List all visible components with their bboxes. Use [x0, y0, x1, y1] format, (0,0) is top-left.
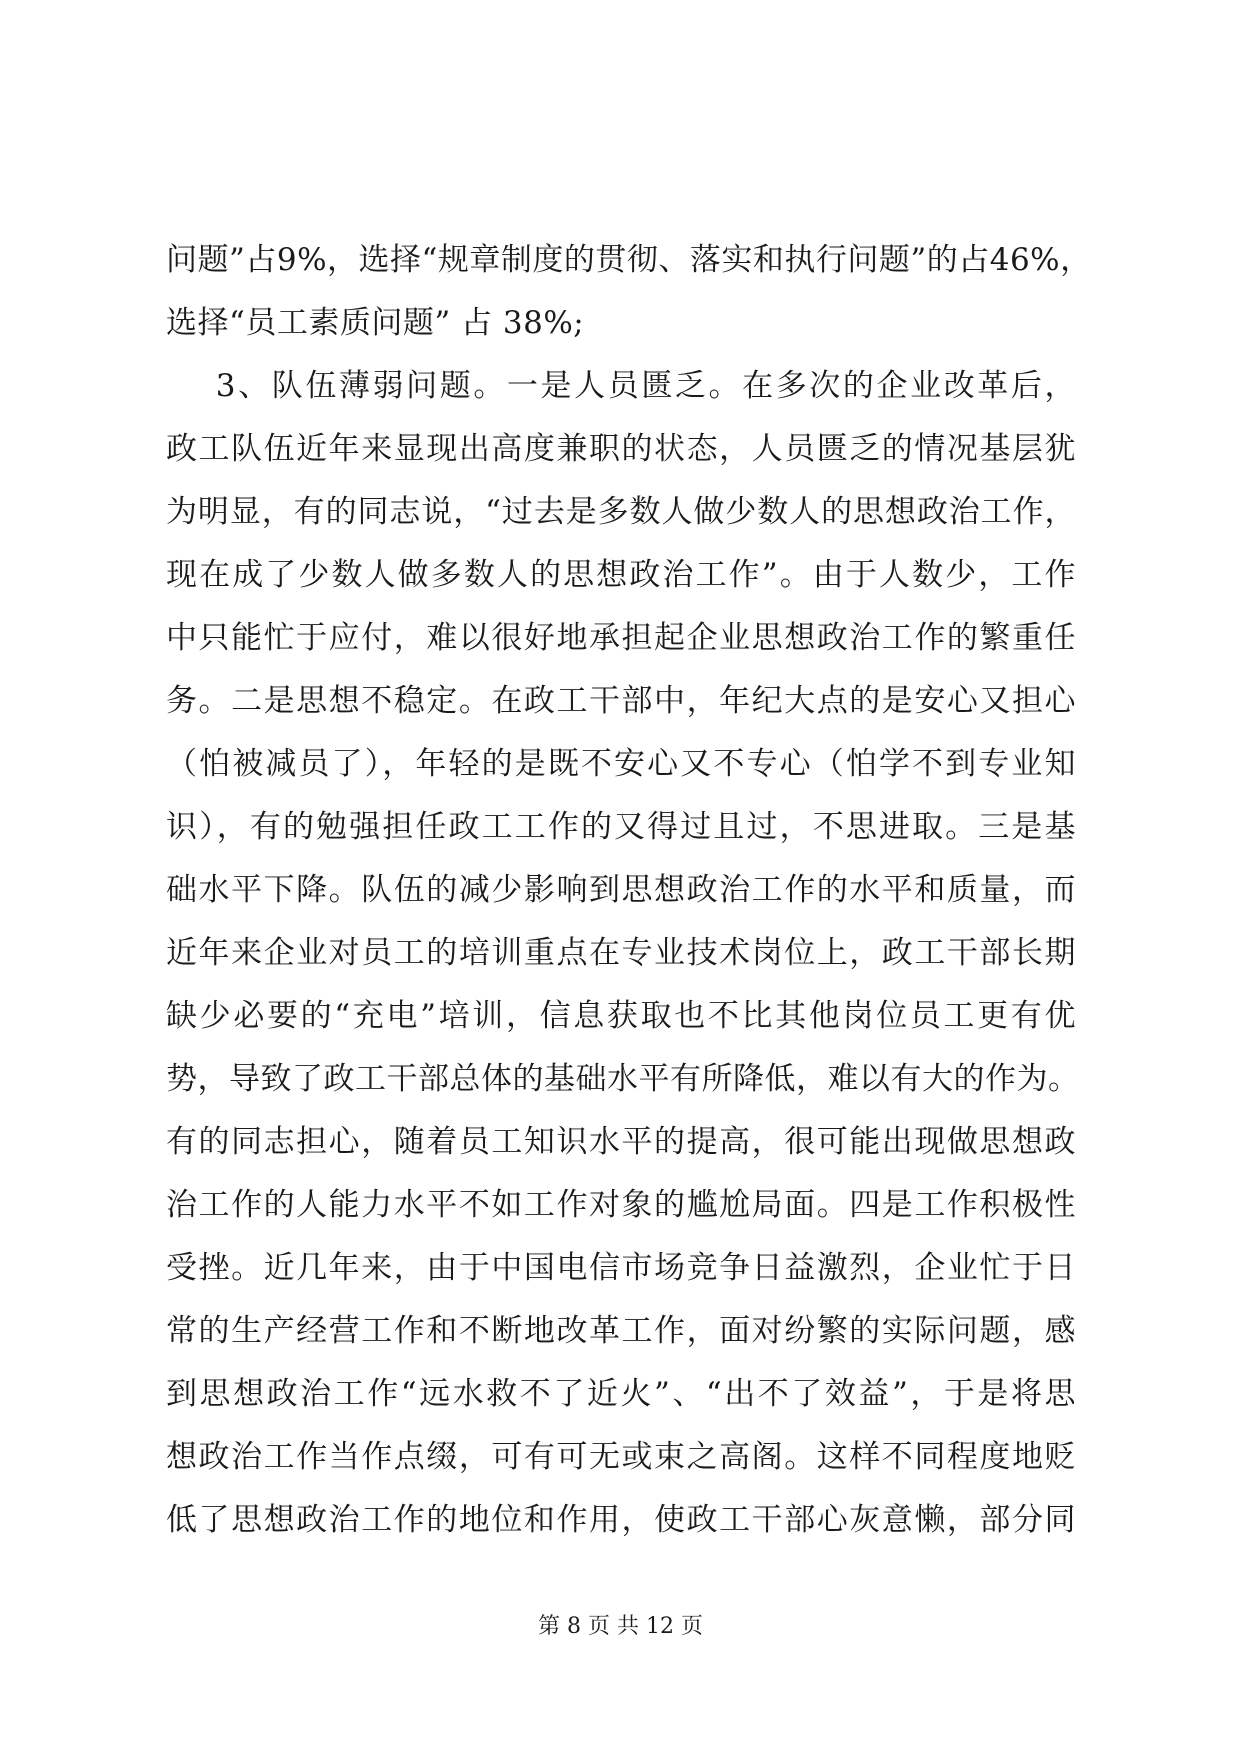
- text-line: 问题”占9%，选择“规章制度的贯彻、落实和执行问题”的占46%，: [166, 242, 1092, 278]
- text-line: 想政治工作当作点缀，可有可无或束之高阁。这样不同程度地贬: [166, 1439, 1076, 1475]
- text-line: 中只能忙于应付，难以很好地承担起企业思想政治工作的繁重任: [166, 620, 1076, 656]
- text-line: 势，导致了政工干部总体的基础水平有所降低，难以有大的作为。: [166, 1061, 1080, 1097]
- text-line: 选择“员工素质问题” 占 38%;: [166, 305, 585, 341]
- document-body: [166, 229, 1092, 1552]
- text-line: 为明显，有的同志说，“过去是多数人做少数人的思想政治工作，: [166, 494, 1076, 530]
- text-line: 到思想政治工作“远水救不了近火”、“出不了效益”，于是将思: [166, 1376, 1076, 1412]
- text-line: 现在成了少数人做多数人的思想政治工作”。由于人数少，工作: [166, 557, 1076, 593]
- text-line: 务。二是思想不稳定。在政工干部中，年纪大点的是安心又担心: [166, 683, 1076, 719]
- text-line: 政工队伍近年来显现出高度兼职的状态，人员匮乏的情况基层犹: [166, 431, 1076, 467]
- text-line: 受挫。近几年来，由于中国电信市场竞争日益激烈，企业忙于日: [166, 1250, 1076, 1286]
- page-number-footer: 第 8 页 共 12 页: [538, 1614, 703, 1639]
- text-line: 础水平下降。队伍的减少影响到思想政治工作的水平和质量，而: [166, 872, 1076, 908]
- text-line: 3、队伍薄弱问题。一是人员匮乏。在多次的企业改革后，: [166, 368, 1076, 404]
- text-line: 识），有的勉强担任政工工作的又得过且过，不思进取。三是基: [166, 809, 1076, 845]
- text-line: 常的生产经营工作和不断地改革工作，面对纷繁的实际问题，感: [166, 1313, 1076, 1349]
- text-line: 低了思想政治工作的地位和作用，使政工干部心灰意懒，部分同: [166, 1502, 1076, 1538]
- text-line: 缺少必要的“充电”培训，信息获取也不比其他岗位员工更有优: [166, 998, 1076, 1034]
- text-line: （怕被减员了），年轻的是既不安心又不专心（怕学不到专业知: [166, 746, 1076, 782]
- text-line: 有的同志担心，随着员工知识水平的提高，很可能出现做思想政: [166, 1124, 1076, 1160]
- text-line: 近年来企业对员工的培训重点在专业技术岗位上，政工干部长期: [166, 935, 1076, 971]
- text-line: 治工作的人能力水平不如工作对象的尴尬局面。四是工作积极性: [166, 1187, 1076, 1223]
